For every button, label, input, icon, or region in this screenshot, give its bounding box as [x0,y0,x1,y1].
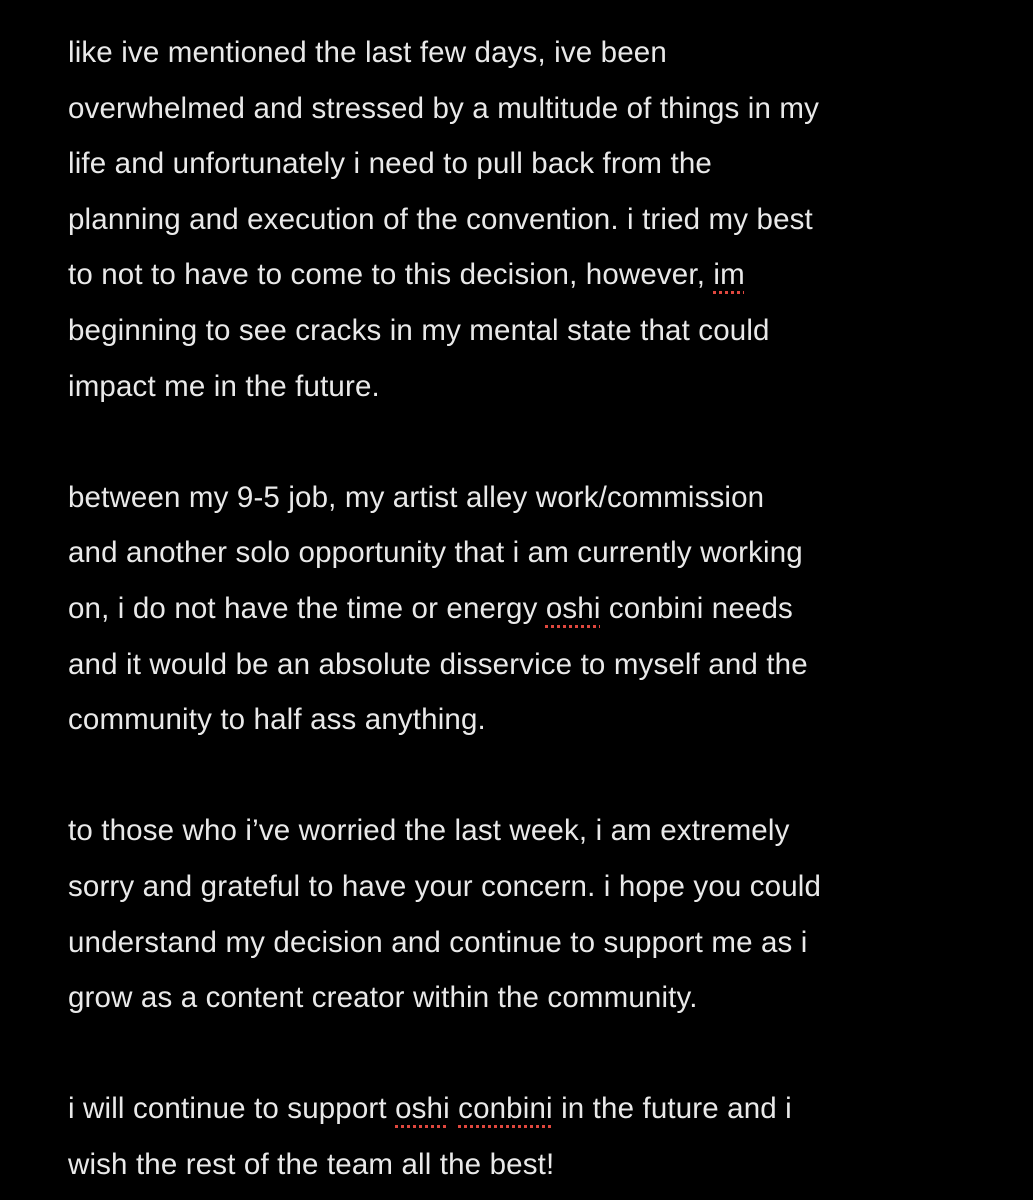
note-line [68,915,998,971]
note-line [68,970,998,1026]
text-run: grow as a content creator within the community. [68,981,698,1015]
note-line [68,803,998,859]
note-line [68,303,998,359]
note-line [68,1137,998,1193]
misspelled-word[interactable]: conbini [458,1092,553,1126]
note-line [68,247,998,303]
text-run: between my 9-5 job, my artist alley work/commission [68,480,765,514]
note-line [68,692,998,748]
note-line [68,581,998,637]
note-paragraph [68,1081,998,1192]
note-line [68,25,998,81]
text-run: like ive mentioned the last few days, ive been [68,36,667,69]
text-run: in the future and i [552,1092,792,1126]
note-text-body[interactable] [68,25,998,1192]
text-run [450,1092,458,1125]
text-run: i will continue to support [68,1092,396,1126]
paragraph-spacer [68,414,998,470]
text-run: understand my decision and continue to support me as i [68,925,808,959]
misspelled-word[interactable]: oshi [545,591,601,625]
note-line [68,192,998,248]
note-line [68,637,998,693]
note-line [68,470,998,526]
text-run: on, i do not have the time or energy [68,591,546,625]
text-run: to not to have to come to this decision, however, [68,258,714,292]
note-paragraph [68,25,998,414]
note-line [68,359,998,415]
text-run: wish the rest of the team all the best! [68,1147,555,1181]
note-line [68,81,998,137]
text-run: to those who i’ve worried the last week, i am extremely [68,814,790,848]
note-paragraph [68,803,998,1025]
text-run: beginning to see cracks in my mental state that could [68,313,770,347]
text-run: community to half ass anything. [68,703,486,737]
misspelled-word[interactable]: oshi [395,1092,450,1126]
note-line [68,525,998,581]
text-run: impact me in the future. [68,369,380,403]
text-run: overwhelmed and stressed by a multitude of things in my [68,91,820,125]
note-paragraph [68,470,998,748]
text-run: sorry and grateful to have your concern. i hope you could [68,869,822,903]
text-run: and another solo opportunity that i am currently working [68,536,803,570]
note-line [68,859,998,915]
text-run: life and unfortunately i need to pull back from the [68,147,712,181]
text-run: planning and execution of the convention. i tried my best [68,202,813,236]
text-run: conbini needs [600,591,793,625]
misspelled-word[interactable]: im [713,258,745,292]
paragraph-spacer [68,1026,998,1082]
note-line [68,1081,998,1137]
paragraph-spacer [68,748,998,804]
note-line [68,136,998,192]
text-run: and it would be an absolute disservice to myself and the [68,647,808,681]
